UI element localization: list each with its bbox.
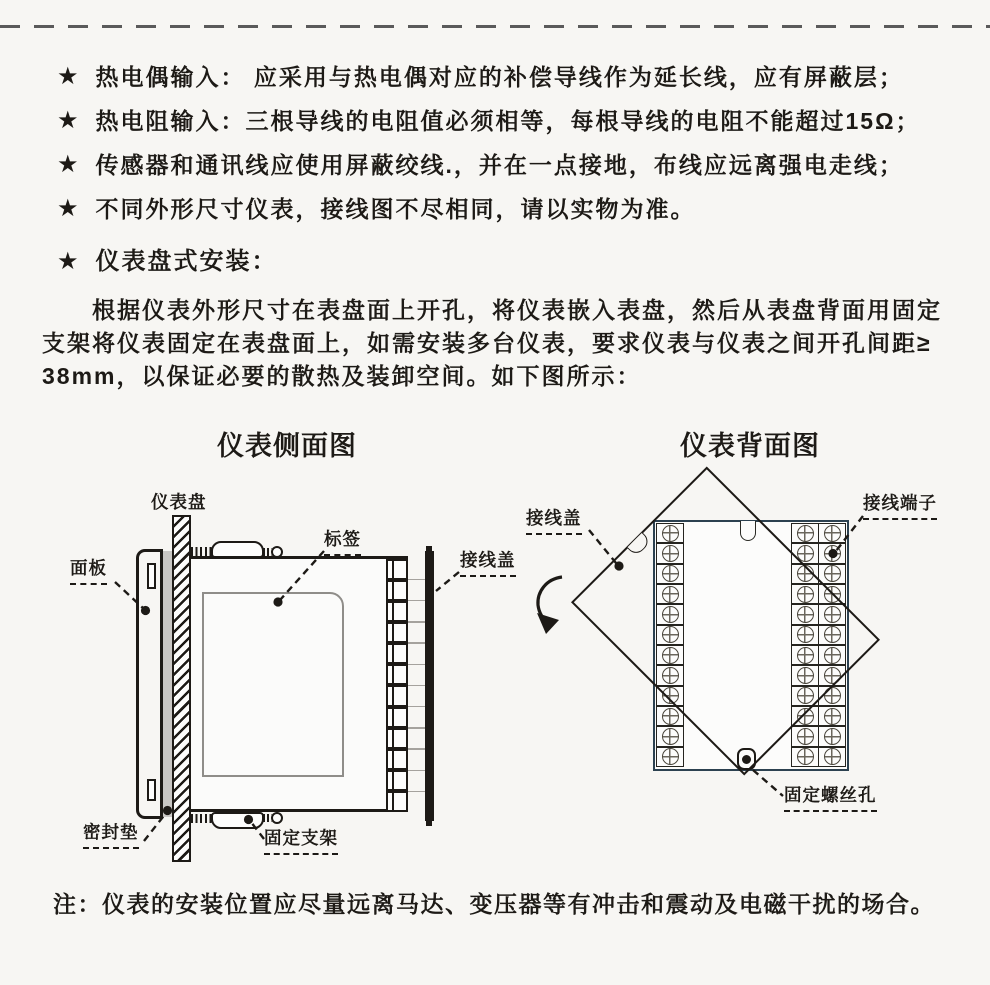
- bezel-clip: [147, 779, 156, 801]
- section-title: 仪表盘式安装：: [95, 248, 278, 275]
- pointer-line-cover-side: [436, 572, 459, 591]
- bullet-shielding: [57, 152, 904, 178]
- star-icon: ★: [57, 248, 79, 275]
- top-dashed-separator: [0, 25, 990, 28]
- term-cell: [818, 706, 846, 726]
- ladder-cell: [386, 770, 408, 791]
- bezel-clip: [147, 563, 156, 589]
- bottom-note: 注：仪表的安装位置应尽量远离马达、变压器等有冲击和震动及电磁干扰的场合。: [53, 891, 935, 917]
- star-icon: ★: [57, 151, 79, 178]
- ladder-cell: [386, 791, 408, 812]
- bullet-text: 热电阻输入：三根导线的电阻值必须相等，每根导线的电阻不能超过15Ω；: [95, 108, 921, 134]
- label-screw-hole: 固定螺丝孔: [784, 782, 877, 812]
- label-terminal-cover-side: 接线盖: [460, 547, 516, 577]
- side-view-title: 仪表侧面图: [217, 431, 357, 461]
- ladder-cell: [386, 749, 408, 770]
- rail-line: [408, 664, 425, 666]
- term-cell: [791, 747, 819, 767]
- screw-head-icon: [271, 546, 283, 558]
- section-panel-mounting: [57, 249, 278, 275]
- label-gasket: 密封垫: [83, 819, 139, 849]
- term-cell: [818, 543, 846, 563]
- gasket-strip: [163, 551, 172, 817]
- installation-paragraph: [42, 294, 976, 393]
- rail-line: [408, 642, 425, 644]
- star-icon: ★: [57, 107, 79, 134]
- cover-nub: [426, 546, 432, 551]
- label-tag: 标签: [324, 526, 361, 556]
- term-cell: [656, 747, 684, 767]
- star-icon: ★: [57, 63, 79, 90]
- pointer-line-screw-hole: [753, 770, 783, 796]
- term-cell: [818, 726, 846, 746]
- term-cell: [656, 726, 684, 746]
- label-bracket: 固定支架: [264, 825, 338, 855]
- pointer-line-cover-back: [589, 530, 616, 563]
- ladder-cell: [386, 707, 408, 728]
- term-cell: [818, 564, 846, 584]
- label-front-panel: 面板: [70, 555, 107, 585]
- rotate-arrow-icon: [537, 577, 562, 634]
- term-cell: [791, 523, 819, 543]
- ladder-cell: [386, 559, 408, 580]
- spring-coil: [191, 547, 212, 557]
- rail-line: [408, 621, 425, 623]
- ladder-cell: [386, 728, 408, 749]
- term-cell: [818, 523, 846, 543]
- rail-line: [408, 706, 425, 708]
- label-terminal-cover-back: 接线盖: [526, 505, 582, 535]
- label-panel-board: 仪表盘: [151, 492, 207, 512]
- bullet-text: 传感器和通讯线应使用屏蔽绞线.，并在一点接地，布线应远离强电走线；: [95, 152, 904, 178]
- paragraph-line: 支架将仪表固定在表盘面上，如需安装多台仪表，要求仪表与仪表之间开孔间距≥: [42, 330, 932, 356]
- screw-head-icon: [271, 812, 283, 824]
- term-cell: [791, 726, 819, 746]
- rail-line: [408, 748, 425, 750]
- cover-tab: [627, 532, 652, 557]
- terminal-cover-bar: [425, 551, 434, 821]
- bullet-text: 热电偶输入： 应采用与热电偶对应的补偿导线作为延长线，应有屏蔽层；: [95, 64, 904, 90]
- rail-line: [408, 727, 425, 729]
- mounting-bracket-top: [211, 541, 264, 558]
- ladder-cell: [386, 685, 408, 706]
- ladder-cell: [386, 580, 408, 601]
- ladder-cell: [386, 622, 408, 643]
- panel-wall-hatched: [172, 515, 191, 862]
- rail-line: [408, 685, 425, 687]
- bullet-thermocouple: [57, 64, 904, 90]
- ladder-cell: [386, 601, 408, 622]
- label-area: [202, 592, 344, 777]
- mounting-bracket-bottom: [211, 812, 264, 829]
- label-terminals: 接线端子: [863, 490, 937, 520]
- bullet-text: 不同外形尺寸仪表，接线图不尽相同，请以实物为准。: [95, 196, 696, 222]
- ladder-cell: [386, 664, 408, 685]
- cover-nub: [426, 821, 432, 826]
- terminal-rails: [408, 559, 425, 812]
- bullet-dimensions: [57, 196, 696, 222]
- spring-coil: [191, 814, 212, 823]
- bullet-rtd: [57, 108, 921, 134]
- terminal-ladder: [386, 559, 408, 812]
- back-view-title: 仪表背面图: [680, 431, 820, 461]
- rail-line: [408, 791, 425, 793]
- term-cell: [818, 747, 846, 767]
- ladder-cell: [386, 643, 408, 664]
- star-icon: ★: [57, 195, 79, 222]
- rail-line: [408, 600, 425, 602]
- rail-line: [408, 579, 425, 581]
- paragraph-line: 根据仪表外形尺寸在表盘面上开孔，将仪表嵌入表盘，然后从表盘背面用固定: [92, 297, 942, 323]
- paragraph-line: 38mm，以保证必要的散热及装卸空间。如下图所示：: [42, 363, 642, 389]
- rail-line: [408, 770, 425, 772]
